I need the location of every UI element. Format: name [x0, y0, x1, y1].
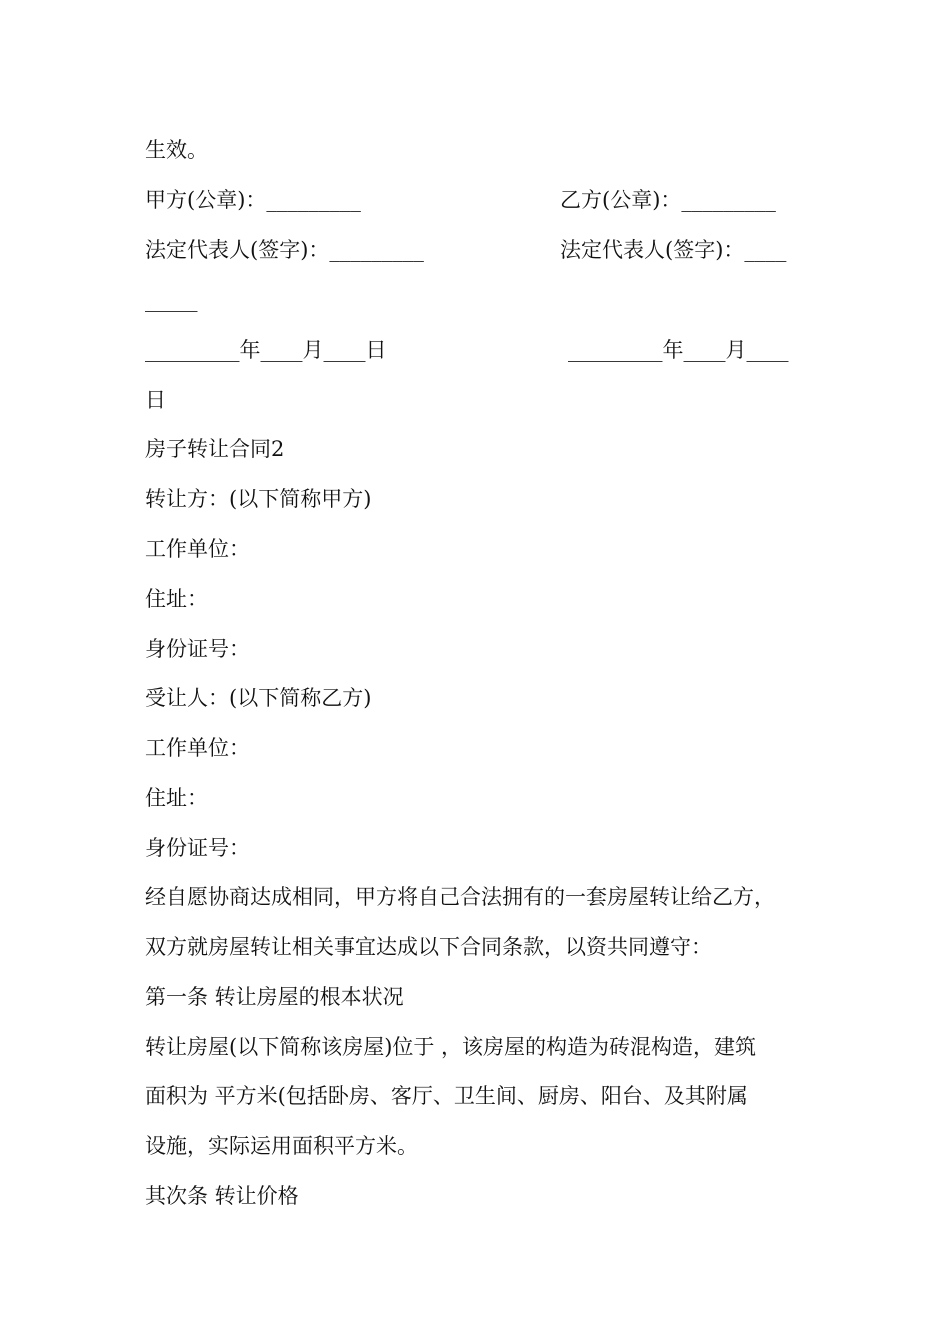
- text-line: 转让方：(以下简称甲方): [145, 487, 372, 511]
- party-a-date-line: _________年____月____日: [145, 338, 387, 362]
- section-heading: 其次条 转让价格: [145, 1184, 299, 1208]
- text-line: 住址：: [145, 587, 208, 611]
- text-line: _____: [145, 288, 198, 312]
- text-line: 经自愿协商达成相同，甲方将自己合法拥有的一套房屋转让给乙方，: [145, 885, 775, 909]
- text-line: 设施，实际运用面积平方米。: [145, 1134, 418, 1158]
- party-a-signature-line: 法定代表人(签字)：_________: [145, 238, 424, 262]
- section-heading: 第一条 转让房屋的根本状况: [145, 985, 404, 1009]
- text-line: 转让房屋(以下简称该房屋)位于 ，该房屋的构造为砖混构造，建筑: [145, 1035, 757, 1059]
- text-line: 身份证号：: [145, 836, 250, 860]
- party-b-seal-line: 乙方(公章)：_________: [560, 188, 776, 212]
- text-line: 受让人：(以下简称乙方): [145, 686, 372, 710]
- text-line: 生效。: [145, 138, 208, 162]
- text-line: 身份证号：: [145, 637, 250, 661]
- text-line: 日: [145, 388, 166, 412]
- contract-title: 房子转让合同2: [145, 437, 285, 461]
- text-line: 住址：: [145, 786, 208, 810]
- text-line: 工作单位：: [145, 537, 250, 561]
- text-line: 面积为 平方米(包括卧房、客厅、卫生间、厨房、阳台、及其附属: [145, 1084, 748, 1108]
- party-b-date-line: _________年____月____: [568, 338, 789, 362]
- text-line: 工作单位：: [145, 736, 250, 760]
- party-b-signature-line: 法定代表人(签字)：____: [560, 238, 787, 262]
- text-line: 双方就房屋转让相关事宜达成以下合同条款，以资共同遵守：: [145, 935, 712, 959]
- party-a-seal-line: 甲方(公章)：_________: [145, 188, 361, 212]
